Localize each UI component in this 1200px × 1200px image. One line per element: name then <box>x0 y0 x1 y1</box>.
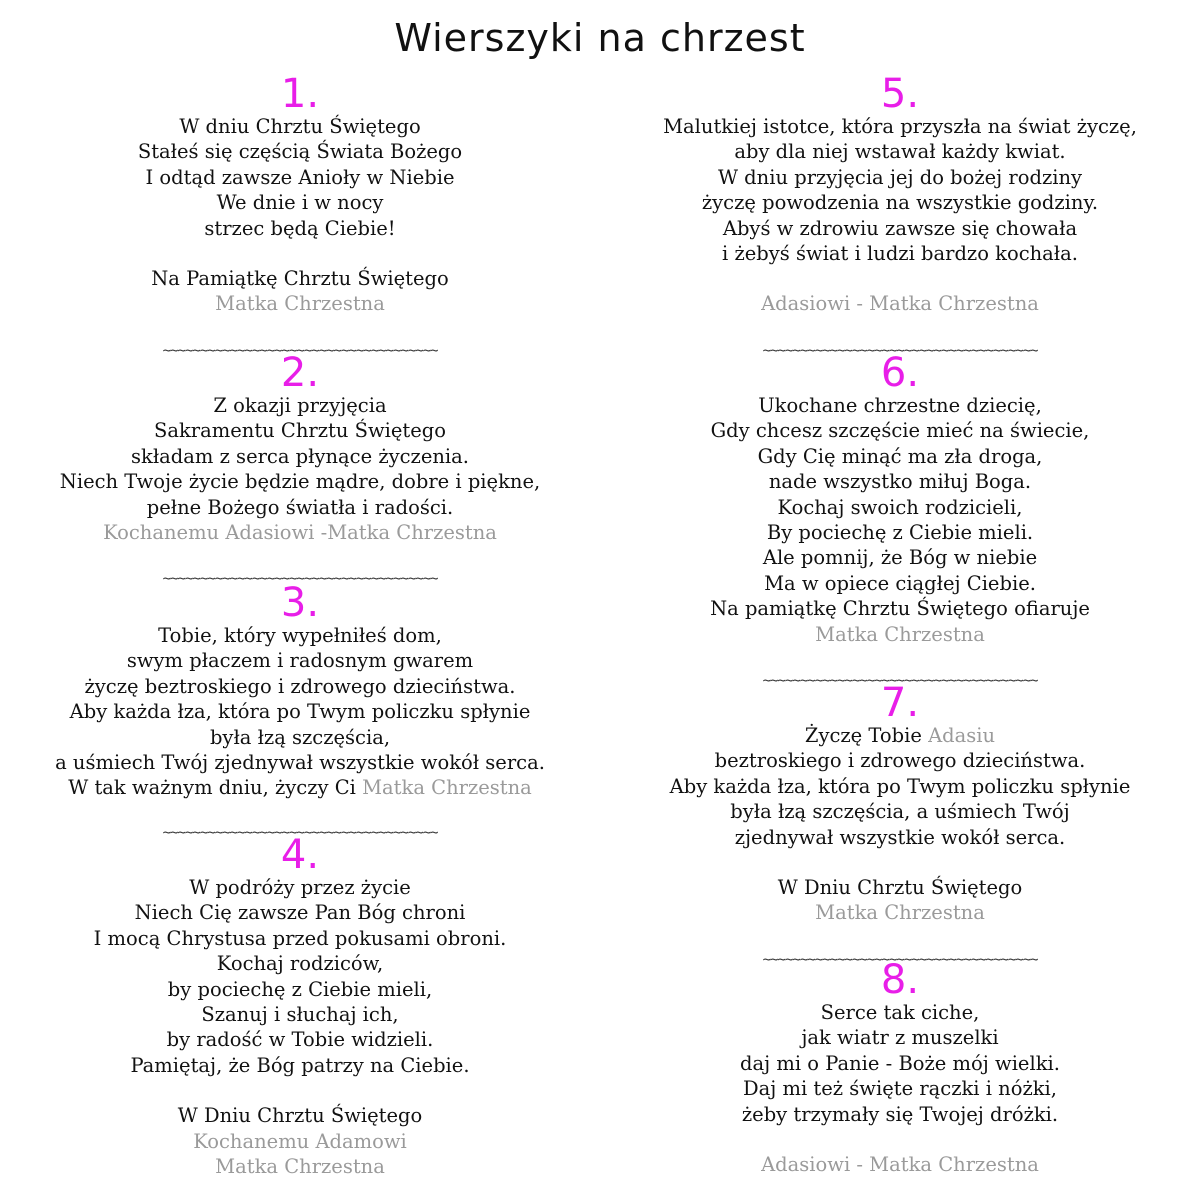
poem-signature: Matka Chrzestna <box>815 901 985 925</box>
poem-number: 8. <box>880 957 920 1003</box>
poem-line: daj mi o Panie - Boże mój wielki. <box>740 1051 1060 1075</box>
poem-4 <box>0 832 600 1179</box>
poem-line: W dniu przyjęcia jej do bożej rodziny <box>717 165 1083 189</box>
poem-signature: Kochanemu Adasiowi -Matka Chrzestna <box>103 521 497 545</box>
poem-line: pełne Bożego światła i radości. <box>146 495 454 519</box>
poem-6 <box>600 350 1200 647</box>
poem-line: była łzą szczęścia, <box>209 725 391 749</box>
separator: ~~~~~~~~~~~~~~~~~~~~~~~~~~~~~~~~~~~~~ <box>162 343 438 359</box>
poem-line: Ale pomnij, że Bóg w niebie <box>762 546 1038 570</box>
poem-2 <box>0 350 600 545</box>
poem-line: Niech Twoje życie będzie mądre, dobre i piękne, <box>59 470 541 494</box>
poem-line: była łzą szczęścia, a uśmiech Twój <box>730 800 1070 824</box>
poem-line <box>600 723 1200 748</box>
poem-line: Serce tak ciche, <box>820 1001 980 1024</box>
poem-child-name: Adasiu <box>928 724 996 747</box>
poem-line: beztroskiego i zdrowego dzieciństwa. <box>714 749 1086 773</box>
separator: ~~~~~~~~~~~~~~~~~~~~~~~~~~~~~~~~~~~~~ <box>162 571 438 587</box>
poem-line: Na pamiątkę Chrztu Świętego ofiaruje <box>710 597 1090 621</box>
poem-line: Ma w opiece ciągłej Ciebie. <box>764 571 1036 595</box>
poem-recipient: Kochanemu Adamowi <box>193 1129 407 1153</box>
poem-number: 2. <box>280 350 320 396</box>
poem-dedication: W Dniu Chrztu Świętego <box>177 1104 423 1128</box>
poem-line: Abyś w zdrowiu zawsze się chowała <box>722 216 1078 240</box>
poem-line: Gdy Cię minąć ma zła droga, <box>757 444 1043 468</box>
poem-line: Aby każda łza, która po Twym policzku spłynie <box>69 700 531 724</box>
poem-line: Stałeś się częścią Świata Bożego <box>137 140 463 164</box>
poem-line: by radość w Tobie widzieli. <box>166 1028 434 1052</box>
poem-signature: Matka Chrzestna <box>215 292 385 316</box>
poem-signature: Matka Chrzestna <box>815 622 985 646</box>
poem-line: strzec będą Ciebie! <box>204 216 396 240</box>
poem-line: Kochaj rodziców, <box>216 952 384 976</box>
poem-line: zjednywał wszystkie wokół serca. <box>734 825 1066 849</box>
poem-signature: Adasiowi - Matka Chrzestna <box>761 1153 1039 1177</box>
poem-line: Niech Cię zawsze Pan Bóg chroni <box>134 901 466 925</box>
poem-dedication: W Dniu Chrztu Świętego <box>777 876 1023 900</box>
poem-number: 4. <box>280 832 320 878</box>
poem-line: życzę powodzenia na wszystkie godziny. <box>701 191 1099 215</box>
poem-signature: Matka Chrzestna <box>362 776 532 800</box>
poem-line: W podróży przez życie <box>189 876 411 899</box>
poem-line: Aby każda łza, która po Twym policzku spłynie <box>669 774 1131 798</box>
separator: ~~~~~~~~~~~~~~~~~~~~~~~~~~~~~~~~~~~~~ <box>762 952 1038 968</box>
poem-number: 5. <box>880 71 920 117</box>
poem-line: I odtąd zawsze Anioły w Niebie <box>145 165 455 189</box>
poem-line <box>0 775 600 800</box>
poem-signature: Matka Chrzestna <box>215 1155 385 1179</box>
poem-line: a uśmiech Twój zjednywał wszystkie wokół serca. <box>55 751 545 775</box>
poem-line: Kochaj swoich rodzicieli, <box>777 495 1023 519</box>
poem-line: Szanuj i słuchaj ich, <box>201 1003 399 1027</box>
poem-line: I mocą Chrystusa przed pokusami obroni. <box>93 926 507 950</box>
poem-last-line: W tak ważnym dniu, życzy Ci <box>68 776 363 800</box>
poem-line: i żebyś świat i ludzi bardzo kochała. <box>722 242 1078 266</box>
poem-line: Ukochane chrzestne dziecię, <box>758 394 1042 417</box>
poem-line: żeby trzymały się Twojej dróżki. <box>741 1102 1059 1126</box>
poem-line: We dnie i w nocy <box>216 191 384 215</box>
poem-line: składam z serca płynące życzenia. <box>131 444 469 468</box>
poem-number: 7. <box>880 680 920 726</box>
page-title: Wierszyki na chrzest <box>394 16 806 60</box>
poem-number: 6. <box>880 350 920 396</box>
poem-signature: Adasiowi - Matka Chrzestna <box>761 292 1039 316</box>
poem-line: Tobie, który wypełniłeś dom, <box>158 624 442 647</box>
poem-5 <box>600 71 1200 317</box>
poem-line: nade wszystko miłuj Boga. <box>768 470 1032 494</box>
separator: ~~~~~~~~~~~~~~~~~~~~~~~~~~~~~~~~~~~~~ <box>162 825 438 841</box>
poem-line: Z okazji przyjęcia <box>213 394 387 417</box>
poem-line: W dniu Chrztu Świętego <box>179 115 421 138</box>
poem-3 <box>0 580 600 801</box>
poem-number: 1. <box>280 71 320 117</box>
poem-line: życzę beztroskiego i zdrowego dzieciństwa. <box>84 674 516 698</box>
poem-line: By pociechę z Ciebie mieli. <box>766 521 1034 545</box>
poem-line: by pociechę z Ciebie mieli, <box>167 977 433 1001</box>
poem-line: jak wiatr z muszelki <box>801 1026 999 1050</box>
poem-line: Sakramentu Chrztu Świętego <box>153 419 447 443</box>
poem-1 <box>0 71 600 317</box>
poem-line: swym płaczem i radosnym gwarem <box>126 649 474 673</box>
poem-dedication: Na Pamiątkę Chrztu Świętego <box>151 267 449 291</box>
poem-line: Gdy chcesz szczęście mieć na świecie, <box>710 419 1090 443</box>
poem-first-line: Życzę Tobie <box>804 724 929 747</box>
poem-line: aby dla niej wstawał każdy kwiat. <box>734 140 1066 164</box>
poem-8 <box>600 957 1200 1177</box>
separator: ~~~~~~~~~~~~~~~~~~~~~~~~~~~~~~~~~~~~~ <box>762 343 1038 359</box>
poem-line: Daj mi też święte rączki i nóżki, <box>743 1077 1057 1101</box>
separator: ~~~~~~~~~~~~~~~~~~~~~~~~~~~~~~~~~~~~~ <box>762 673 1038 689</box>
poem-line: Malutkiej istotce, która przyszła na świat życzę, <box>663 115 1137 138</box>
poem-number: 3. <box>280 580 320 626</box>
poem-7 <box>600 680 1200 926</box>
poem-line: Pamiętaj, że Bóg patrzy na Ciebie. <box>130 1053 470 1077</box>
